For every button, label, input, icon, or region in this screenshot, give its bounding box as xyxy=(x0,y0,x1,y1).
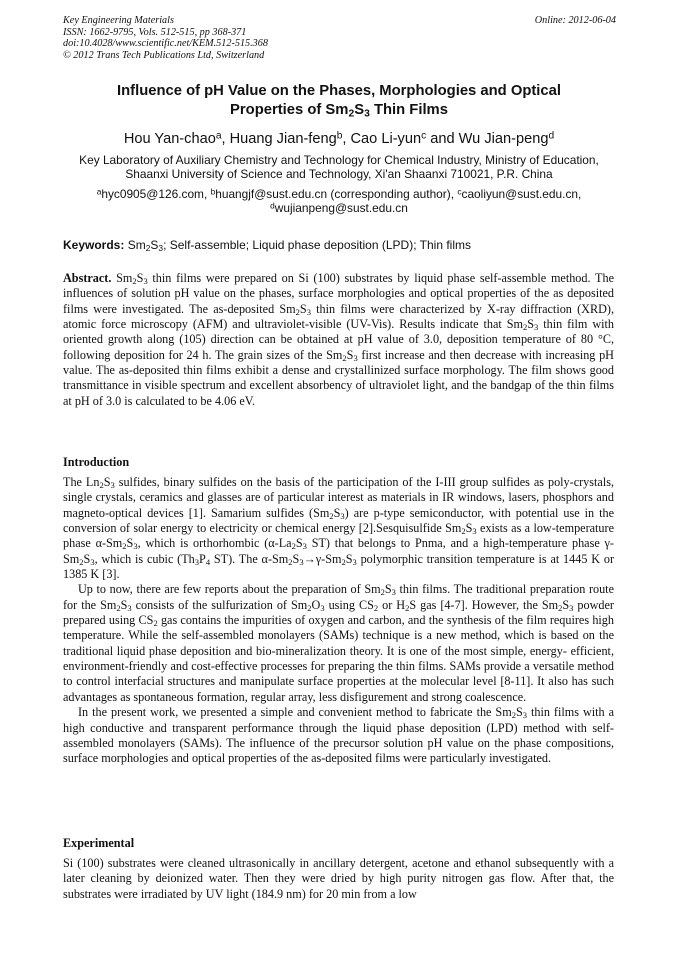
intro-paragraph-2 xyxy=(63,582,614,705)
keywords-text: ; Self-assemble; Liquid phase deposition (LPD); Thin films xyxy=(163,238,471,252)
intro-sub: 2 xyxy=(99,480,104,491)
introduction-body xyxy=(63,475,614,767)
author-sep: , xyxy=(221,131,230,147)
intro-text: gas contains the impurities of oxygen and carbon, and the synthesis of the film requires high temperature. While the self-assembled monolayers (SAMs) technique is a new method, which is based on the traditional liquid phase deposition and bio-mineralization theory. It is one of the most simple, energy- efficient, environment-friendly and cost-effective processes for preparing the thin films. SAMs provide a versatile method to control interfacial structures and manipulate surface properties at the molecular level [8-11]. It also has such advantages as spontaneous formation, regular array, less disfigurement and strong coalescence. xyxy=(63,613,614,704)
abstract-text: S xyxy=(346,347,354,362)
intro-text: , which is orthorhombic (α-La xyxy=(137,536,292,551)
abstract-sub: 3 xyxy=(306,306,311,317)
author-name: Huang Jian-feng xyxy=(229,131,337,147)
experimental-paragraph-1: Si (100) substrates were cleaned ultrasonically in ancillary detergent, acetone and ethanol subsequently with a later cleaning by deionized water. Then they were dried by high purity nitrogen gas flow. After that, the substrates were irradiated by UV light (184.9 nm) for 20 min from a low xyxy=(63,856,614,901)
intro-sub: 2 xyxy=(380,587,385,598)
online-date: Online: 2012-06-04 xyxy=(534,15,616,26)
intro-text: P xyxy=(199,551,206,566)
intro-sub: 3 xyxy=(194,556,200,567)
title-line-2 xyxy=(63,101,615,120)
email-mark: c xyxy=(457,186,462,197)
abstract-text: first increase and then decrease with increasing pH value. The as-deposited thin films exhibit a dense and crystallinized surface morphology. The film shows good transmittance in visible spectrum and excellent absorbency of ultraviolet light, and the bandgap of the thin films at pH of 3.0 is calculated to be 4.06 eV. xyxy=(63,347,614,408)
abstract-label: Abstract. xyxy=(63,271,112,285)
section-heading-experimental: Experimental xyxy=(63,836,135,850)
abstract-sub: 2 xyxy=(342,352,347,363)
email-address[interactable]: wujianpeng@sust.edu.cn xyxy=(274,201,408,216)
intro-text: thin films. The traditional preparation route for the Sm xyxy=(63,582,614,612)
author-mark: b xyxy=(336,130,343,142)
intro-sub: 2 xyxy=(116,602,121,613)
intro-text: thin films with a high conductive and transparent performance through the liquid phase deposition (LPD) method with self-assembled monolayers (SAMs). The influence of the precursor solution pH value on the phase compositions, surface morphologies and optical properties of the as-deposited films were particularly investigated. xyxy=(63,705,614,766)
intro-text: ST). The α-Sm xyxy=(210,551,289,566)
author-name: Wu Jian-peng xyxy=(458,131,549,147)
intro-sub: 2 xyxy=(79,556,84,567)
intro-sub: 2 xyxy=(122,541,127,552)
intro-text: S xyxy=(126,536,134,551)
intro-text: S xyxy=(83,551,91,566)
author-sep: and xyxy=(426,131,459,147)
author-name: Cao Li-yun xyxy=(350,131,422,147)
section-heading-introduction: Introduction xyxy=(63,455,130,469)
intro-text: S xyxy=(292,551,300,566)
email-list xyxy=(63,187,615,216)
intro-text: , which is cubic (Th xyxy=(94,551,195,566)
abstract-sub: 2 xyxy=(522,322,528,333)
intro-text: ) are p-type semiconductor, with potential use in the conversion of solar energy to electricity or chemical energy [2].Sesquisulfide Sm xyxy=(63,505,614,536)
author-sep: , xyxy=(342,131,351,147)
intro-sub: 3 xyxy=(340,510,345,521)
intro-text: S xyxy=(515,705,523,720)
intro-sub: 2 xyxy=(153,618,158,629)
abstract-text: S xyxy=(527,317,535,332)
intro-text: powder prepared using CS xyxy=(63,597,614,628)
intro-paragraph-3 xyxy=(63,705,614,766)
intro-text: S xyxy=(465,521,473,536)
intro-text: S xyxy=(120,597,128,612)
title-text: S xyxy=(354,102,365,118)
email-mark: d xyxy=(270,200,275,211)
intro-sub: 3 xyxy=(391,587,396,598)
author-name: Hou Yan-chao xyxy=(123,131,216,147)
intro-sub: 2 xyxy=(291,541,296,552)
intro-sub: 2 xyxy=(461,526,466,537)
intro-text: The Ln xyxy=(63,475,100,489)
abstract-paragraph xyxy=(63,271,614,409)
affiliation xyxy=(63,153,615,182)
intro-sub: 3 xyxy=(299,556,304,567)
affiliation-line: Key Laboratory of Auxiliary Chemistry and Technology for Chemical Industry, Ministry of Education, xyxy=(79,153,599,167)
intro-sub: 2 xyxy=(329,510,334,521)
intro-sub: 3 xyxy=(352,556,357,567)
intro-sub: 3 xyxy=(522,710,527,721)
experimental-body xyxy=(63,856,614,902)
journal-name: Key Engineering Materials xyxy=(63,15,174,26)
abstract-text: S xyxy=(136,271,144,285)
affiliation-line: Shaanxi University of Science and Technology, Xi'an Shaanxi 710021, P.R. China xyxy=(125,167,553,182)
intro-sub: 3 xyxy=(302,541,307,552)
journal-meta xyxy=(63,15,268,61)
intro-sub: 2 xyxy=(288,556,293,567)
copyright-line: © 2012 Trans Tech Publications Ltd, Switzerland xyxy=(63,49,265,61)
email-address[interactable]: hyc0905@126.com, xyxy=(101,187,211,201)
abstract-text: Sm xyxy=(111,271,133,285)
abstract-text: S xyxy=(299,301,307,316)
author-mark: c xyxy=(421,130,427,142)
intro-text: S xyxy=(103,475,111,489)
intro-sub: 3 xyxy=(110,480,115,491)
keywords-sub: 3 xyxy=(158,243,164,254)
abstract-text: thin film with oriented growth along (105) direction can be obtained at pH value of 3.0, deposition temperature of 80 °C, following deposition for 24 h. The grain sizes of the Sm xyxy=(63,317,615,362)
email-mark: b xyxy=(210,186,216,197)
issn-line: ISSN: 1662-9795, Vols. 512-515, pp 368-371 xyxy=(63,26,247,38)
intro-sub: 3 xyxy=(90,556,95,567)
intro-sub: 3 xyxy=(472,526,477,537)
keywords xyxy=(63,238,615,252)
abstract-sub: 3 xyxy=(143,276,148,287)
intro-paragraph-1 xyxy=(63,475,614,582)
doi-line: doi:10.4028/www.scientific.net/KEM.512-515.368 xyxy=(63,38,268,50)
abstract-text: thin films were prepared on Si (100) substrates by liquid phase self-assemble method. The influences of solution pH value on the phases, surface morphologies and optical properties of the as deposited films were investigated. The as-deposited Sm xyxy=(63,271,614,316)
intro-text: S xyxy=(562,597,570,612)
intro-text: S xyxy=(345,551,353,566)
abstract-sub: 3 xyxy=(534,322,539,333)
abstract xyxy=(63,271,614,409)
abstract-sub: 3 xyxy=(353,352,358,363)
intro-sub: 2 xyxy=(405,602,410,613)
intro-text: consists of the sulfurization of Sm xyxy=(131,597,308,612)
intro-text: using CS xyxy=(324,597,374,612)
intro-sub: 2 xyxy=(341,556,346,567)
intro-text: S gas [4-7]. However, the Sm xyxy=(409,597,559,612)
paper-title xyxy=(63,82,615,120)
intro-text: S xyxy=(333,505,341,520)
intro-text: sulfides, binary sulfides on the basis of the participation of the I-III group sulfides as poly-crystals, single crystals, ceramics and glasses are of particular interest as materials in IR windows, lasers, phosphors and magneto-optical devices [1]. Samarium sulfides (Sm xyxy=(63,475,614,520)
intro-sub: 3 xyxy=(133,541,138,552)
title-sub: 2 xyxy=(348,108,355,120)
title-text: Thin Films xyxy=(369,102,448,118)
intro-sub: 2 xyxy=(558,602,563,613)
author-list xyxy=(63,130,615,148)
intro-sub: 3 xyxy=(320,602,325,613)
intro-text: Up to now, there are few reports about the preparation of Sm xyxy=(78,582,381,597)
email-mark: a xyxy=(96,186,102,197)
author-mark: d xyxy=(548,130,555,142)
intro-text: S xyxy=(384,582,392,597)
intro-sub: 4 xyxy=(205,556,211,567)
intro-sub: 3 xyxy=(127,602,132,613)
abstract-sub: 2 xyxy=(295,306,300,317)
intro-text: S xyxy=(295,536,303,551)
keywords-text: S xyxy=(150,238,159,252)
intro-text: In the present work, we presented a simple and convenient method to fabricate the Sm xyxy=(78,705,512,720)
author-mark: a xyxy=(215,130,222,142)
intro-sub: 3 xyxy=(569,602,574,613)
title-line-1: Influence of pH Value on the Phases, Morphologies and Optical xyxy=(117,83,561,99)
title-text: Properties of Sm xyxy=(230,102,349,118)
abstract-text: thin films were characterized by X-ray diffraction (XRD), atomic force microscopy (AFM) and ultraviolet-visible (UV-Vis). Results indicate that Sm xyxy=(63,301,614,332)
keywords-text: Sm xyxy=(124,238,146,252)
email-address[interactable]: caoliyun@sust.edu.cn, xyxy=(461,187,582,201)
intro-sub: 2 xyxy=(511,710,516,721)
intro-sub: 2 xyxy=(307,602,312,613)
intro-sub: 2 xyxy=(373,602,379,613)
abstract-sub: 2 xyxy=(132,276,137,287)
intro-text: O xyxy=(311,597,321,612)
title-sub: 3 xyxy=(364,108,370,120)
intro-text: polymorphic transition temperature is at 1445 K or 1385 K [3]. xyxy=(63,551,614,582)
keywords-label: Keywords: xyxy=(63,238,125,252)
email-address[interactable]: huangjf@sust.edu.cn (corresponding author), xyxy=(215,187,458,201)
intro-text: exists as a low-temperature phase α-Sm xyxy=(63,521,614,551)
keywords-sub: 2 xyxy=(145,243,151,254)
intro-text: ST) that belongs to Pnma, and a high-temperature phase γ-Sm xyxy=(63,536,614,566)
intro-text: →γ-Sm xyxy=(303,551,342,566)
intro-text: or H xyxy=(378,597,406,612)
